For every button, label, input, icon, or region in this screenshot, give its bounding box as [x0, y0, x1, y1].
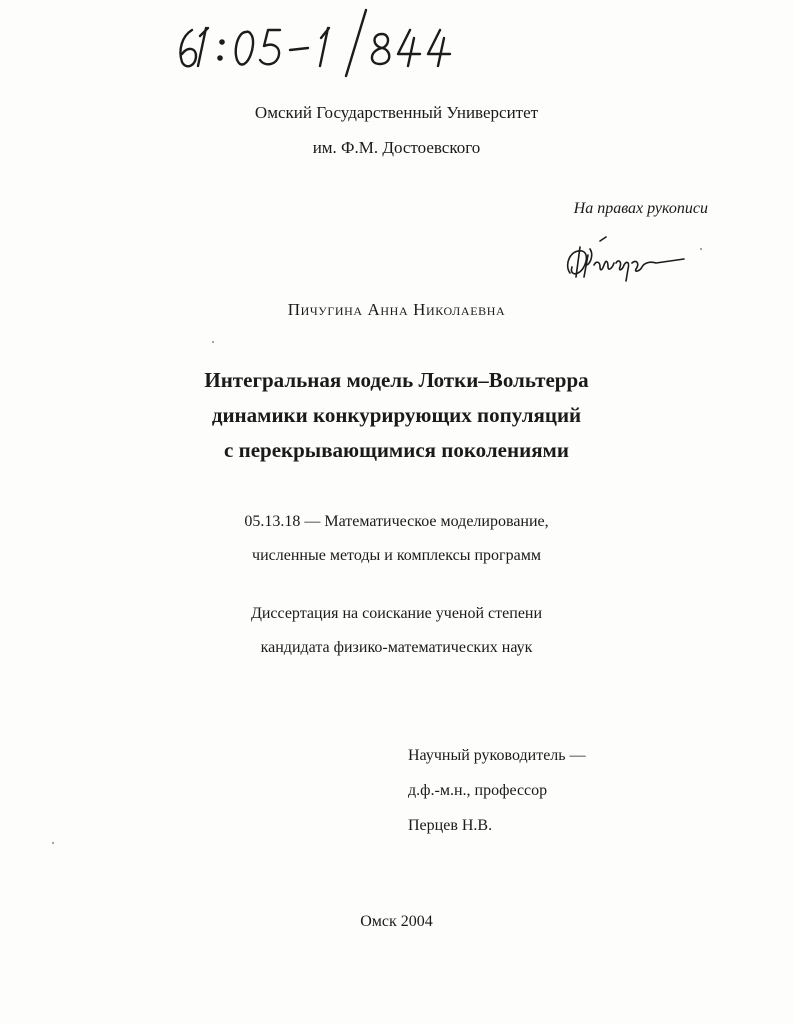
author-name: Пичугина Анна Николаевна	[287, 300, 506, 319]
supervisor-name: Перцев Н.В.	[408, 817, 493, 834]
degree-line-2: кандидата физико-математических наук	[260, 639, 533, 656]
title-line-1: Интегральная модель Лотки–Вольтерра	[204, 368, 589, 392]
city-year: Омск 2004	[360, 913, 433, 930]
dissertation-title	[0, 363, 793, 468]
degree-line-1: Диссертация на соискание ученой степени	[250, 605, 543, 622]
manuscript-note: На правах рукописи	[573, 200, 708, 217]
supervisor-label: Научный руководитель —	[408, 747, 586, 764]
university-named-after: им. Ф.М. Достоевского	[312, 138, 481, 157]
specialty-line-1: 05.13.18 — Математическое моделирование,	[244, 513, 549, 530]
supervisor-block	[408, 738, 586, 843]
degree-block	[0, 597, 793, 665]
specialty-block	[0, 505, 793, 573]
university-name: Омский Государственный Университет	[254, 103, 539, 122]
scan-speck	[700, 248, 702, 250]
university-block	[0, 95, 793, 165]
author-signature	[560, 235, 690, 285]
scan-speck	[52, 842, 54, 844]
supervisor-degree: д.ф.-м.н., профессор	[408, 782, 548, 799]
scan-speck	[212, 341, 214, 343]
title-line-2: динамики конкурирующих популяций	[211, 403, 582, 427]
title-line-3: с перекрывающимися поколениями	[224, 438, 569, 462]
archive-stamp-handwriting	[170, 8, 470, 78]
specialty-line-2: численные методы и комплексы программ	[252, 547, 541, 564]
